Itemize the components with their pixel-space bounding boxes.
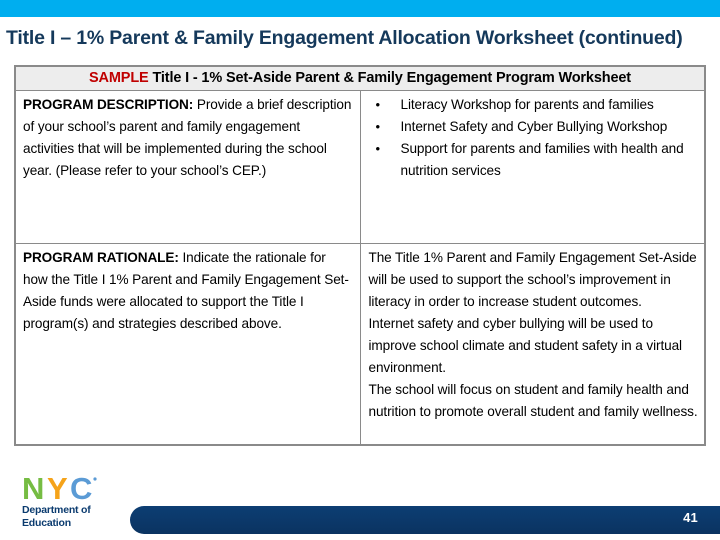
logo-subtitle-line1: Department of [22,504,91,516]
worksheet-table-grid [15,66,705,445]
worksheet-header-title: Title I - 1% Set-Aside Parent & Family Engagement Program Worksheet [148,70,631,86]
table-row [16,244,705,445]
program-rationale-label: PROGRAM RATIONALE: [23,250,179,265]
rationale-paragraph: The school will focus on student and family health and nutrition to promote overall student and family wellness. [368,382,698,419]
worksheet-header-cell [16,67,705,91]
footer-bar [130,506,720,534]
svg-text:C: C [70,474,93,504]
program-description-prompt [16,91,360,188]
program-description-response-cell [360,91,705,244]
rationale-paragraph: The Title 1% Parent and Family Engagement Set-Aside will be used to support the school’s improvement in literacy in order to increase student outcomes. [368,250,697,309]
activities-bullet-list [369,94,699,182]
program-rationale-response [361,244,705,429]
program-rationale-instructions: Indicate the rationale for how the Title I 1% Parent and Family Engagement Set-Aside funds were allocated to support the Title I program(s) and strategies described above. [23,250,349,331]
program-rationale-prompt-cell [16,244,361,445]
list-item: • Internet Safety and Cyber Bullying Workshop [369,116,699,138]
logo-subtitle-line2: Education [22,516,71,529]
program-description-instructions: Provide a brief description of your school’s parent and family engagement activities that will be implemented during the school year. (Please refer to your school’s CEP.) [23,97,352,178]
table-header-row [16,67,705,91]
program-rationale-prompt [16,244,360,341]
table-row [16,91,705,244]
page-title: Title I – 1% Parent & Family Engagement Allocation Worksheet (continued) [6,27,683,49]
nyc-wordmark-icon [22,474,126,504]
program-description-label: PROGRAM DESCRIPTION: [23,97,194,112]
list-item: • Literacy Workshop for parents and families [369,94,699,116]
program-description-prompt-cell [16,91,361,244]
rationale-paragraph: Internet safety and cyber bullying will be used to improve school climate and student safety in a virtual environment. [368,316,682,375]
svg-text:Y: Y [47,474,68,504]
list-item: • Support for parents and families with health and nutrition services [369,138,699,182]
worksheet-table [14,65,706,446]
program-description-response [361,91,705,188]
svg-text:N: N [22,474,45,504]
page-number: 41 [683,510,698,525]
top-accent-bar [0,0,720,17]
nyc-doe-logo [22,474,126,528]
program-rationale-response-cell [360,244,705,445]
sample-label: SAMPLE [89,70,149,86]
